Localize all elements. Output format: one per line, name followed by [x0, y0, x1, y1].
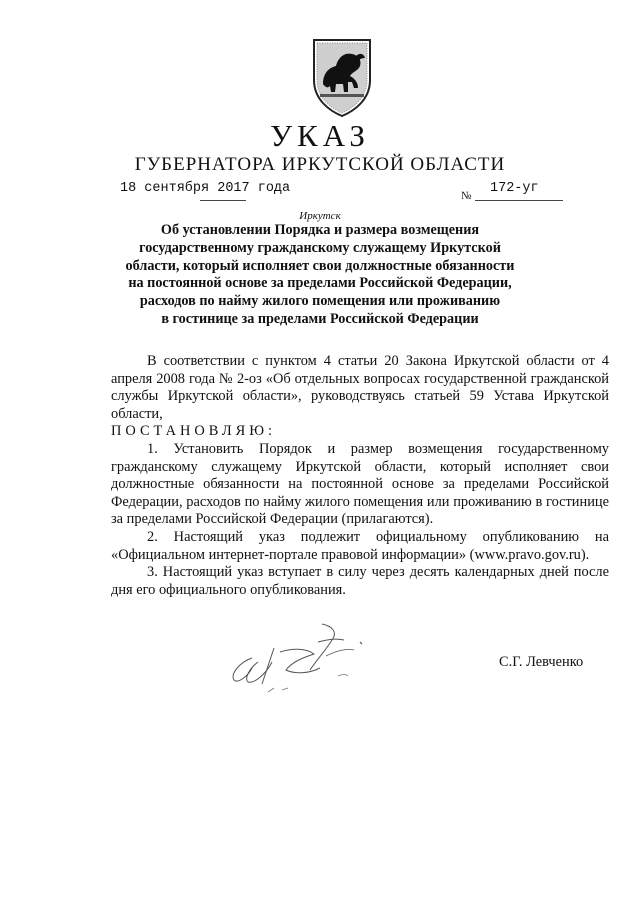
heading-line: на постоянной основе за пределами Российской Федерации, — [128, 275, 512, 292]
number-underline — [475, 200, 563, 201]
heading-line: области, который исполняет свои должностные обязанности — [125, 257, 515, 274]
decree-date: 18 сентября 2017 года — [120, 181, 291, 196]
heading-line: государственному гражданскому служащему Иркутской — [139, 239, 501, 256]
postanovlyayu-label: ПОСТАНОВЛЯЮ: — [111, 423, 277, 440]
number-sign: № — [461, 190, 472, 202]
heading-line: расходов по найму жилого помещения или проживанию — [139, 293, 501, 310]
city-label: Иркутск — [299, 210, 341, 222]
date-underline — [200, 200, 246, 201]
decree-body — [111, 353, 609, 599]
item-3-paragraph: 3. Настоящий указ вступает в силу через десять календарных дней после дня его официального опубликования. — [111, 564, 609, 598]
document-subtitle: ГУБЕРНАТОРА ИРКУТСКОЙ ОБЛАСТИ — [134, 154, 506, 175]
document-title: УКАЗ — [270, 118, 370, 153]
item-1-paragraph: 1. Установить Порядок и размер возмещения государственному гражданскому служащему Иркутской области, который исполняет свои должностные обязанности на постоянной основе за пределами Российской Федерации, расходов по найму жилого помещения или проживанию в гостинице за пределами Российской Федерации (прилагаются). — [111, 440, 609, 528]
heading-line: в гостинице за пределами Российской Федерации — [161, 310, 479, 327]
decree-number: 172-уг — [490, 181, 539, 196]
handwritten-signature — [222, 618, 372, 698]
signer-name: С.Г. Левченко — [499, 654, 584, 670]
coat-of-arms-icon — [308, 36, 376, 118]
heading-line: Об установлении Порядка и размера возмещения — [160, 222, 480, 238]
preamble-paragraph: В соответствии с пунктом 4 статьи 20 Закона Иркутской области от 4 апреля 2008 года № 2-оз «Об отдельных вопросах государственной гражданской службы Иркутской области», руководствуясь статьей 59 Устава Иркутской области, — [111, 353, 609, 422]
decree-heading — [110, 222, 530, 329]
item-2-paragraph: 2. Настоящий указ подлежит официальному опубликованию на «Официальном интернет-портале правовой информации» (www.pravo.gov.ru). — [111, 528, 609, 563]
